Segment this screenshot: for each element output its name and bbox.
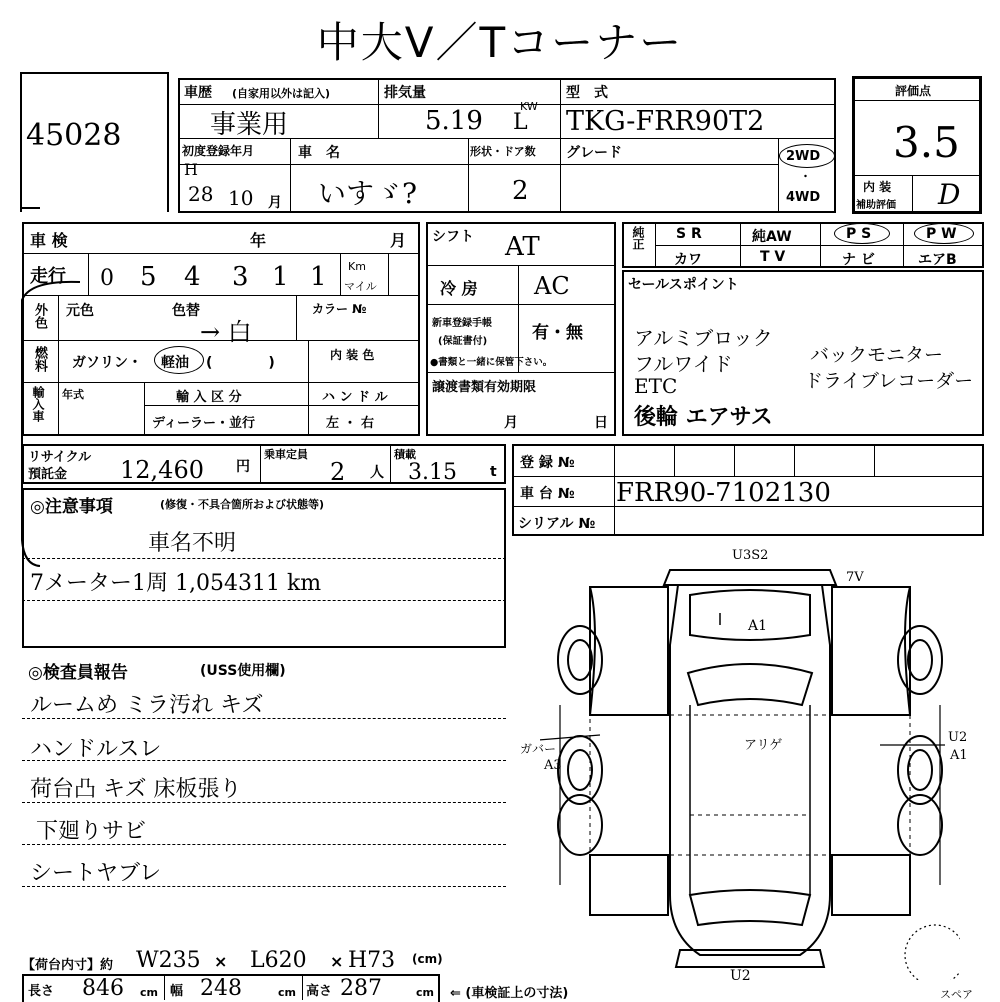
- equipment-label: 純正: [631, 226, 645, 250]
- fuel-options: ガソリン・: [72, 355, 142, 371]
- displacement-label: 排気量: [384, 85, 426, 101]
- mileage-label: 走行: [30, 266, 66, 287]
- cargo-x1: ×: [214, 952, 228, 971]
- diagram-mark-front: A1: [748, 618, 768, 634]
- history-label: 車歴: [184, 85, 212, 101]
- diagram-mark-left-2: A3: [544, 758, 562, 773]
- cargo-w: W235: [136, 948, 201, 973]
- equip-pw: P W: [926, 226, 957, 242]
- chassis-value: FRR90-7102130: [616, 478, 831, 508]
- displacement-value: 5.19: [425, 106, 483, 136]
- mileage-digit-2: 5: [140, 262, 157, 292]
- handle-label: ハ ン ド ル: [322, 390, 388, 405]
- sales-point-2: フルワイド: [634, 352, 733, 376]
- model-value: TKG-FRR90T2: [566, 106, 765, 137]
- mileage-unit-km: Km: [348, 260, 366, 273]
- load-value: 3.15: [408, 460, 457, 485]
- cargo-label: 【荷台内寸】約: [22, 958, 114, 973]
- import-category-label: 輸 入 区 分: [176, 390, 242, 405]
- recycle-label2: 預託金: [28, 467, 68, 482]
- first-reg-month: 10: [228, 186, 254, 210]
- diagram-mark-top-right: 7V: [846, 570, 864, 585]
- notes-label: ◎注意事項: [30, 497, 113, 517]
- equip-navi: ナ ビ: [842, 252, 875, 268]
- recycle-label1: リサイクル: [28, 450, 92, 465]
- rating-label: 評価点: [895, 84, 932, 98]
- equip-ps: P S: [846, 226, 872, 242]
- new-reg-value: 有・無: [532, 323, 583, 343]
- sales-points-label: セールスポイント: [628, 277, 739, 293]
- registration-label: 登 録 №: [520, 455, 575, 471]
- diagram-mark-top: U3S2: [732, 548, 769, 563]
- grade-label: グレード: [566, 145, 622, 161]
- original-color-label: 元色: [66, 303, 94, 319]
- sales-point-5: バックモニター: [810, 344, 944, 366]
- cargo-unit: (cm): [412, 952, 443, 966]
- capacity-value: 2: [330, 458, 346, 486]
- diagram-mark-left-1: ガバー: [520, 742, 557, 756]
- fuel-label: 燃料: [32, 346, 47, 372]
- sales-point-4: 後輪 エアサス: [634, 404, 773, 430]
- page-title: 中大V／Tコーナー: [316, 18, 684, 67]
- interior-rating-label1: 内 装: [863, 180, 892, 194]
- new-reg-note: ●書類と一緒に保管下さい。: [430, 357, 553, 368]
- equip-leather: カワ: [674, 252, 702, 268]
- import-category-value: ディーラー・並行: [152, 416, 255, 431]
- sales-point-1: アルミブロック: [634, 326, 773, 350]
- height-label: 高さ: [306, 984, 333, 999]
- recycle-value: 12,460: [120, 456, 204, 484]
- lot-number: 45028: [26, 118, 122, 153]
- new-reg-label1: 新車登録手帳: [432, 318, 492, 329]
- transfer-doc-day: 日: [594, 415, 608, 431]
- length-value: 846: [82, 976, 124, 1001]
- cargo-x2: ×: [330, 952, 344, 971]
- inspection-month: 月: [390, 231, 407, 250]
- repaint-label: 色替: [172, 303, 200, 319]
- diagram-mark-right-1: U2: [948, 730, 968, 745]
- mileage-digit-5: 1: [272, 262, 289, 292]
- import-label: 輸入車: [31, 386, 45, 422]
- inspector-line-1: ルームめ ミラ汚れ キズ: [30, 693, 264, 718]
- height-unit: cm: [416, 986, 434, 999]
- first-reg-year: 28: [188, 182, 214, 206]
- sales-point-6: ドライブレコーダー: [804, 370, 974, 392]
- recycle-unit: 円: [236, 459, 250, 475]
- color-value: → 白: [200, 318, 252, 346]
- notes-line-1: 車名不明: [148, 531, 237, 556]
- capacity-unit: 人: [370, 465, 384, 481]
- import-year-label: 年式: [62, 388, 84, 401]
- inspector-line-5: シートヤブレ: [30, 861, 162, 886]
- handle-value: 左 ・ 右: [326, 416, 375, 431]
- mileage-digit-4: 3: [232, 262, 249, 292]
- capacity-label: 乗車定員: [264, 448, 308, 461]
- notes-line-2: 7メーター1周 1,054311 km: [30, 571, 322, 596]
- inspector-line-3: 荷台凸 キズ 床板張り: [30, 777, 242, 802]
- notes-sub: (修復・不具合箇所および状態等): [160, 498, 325, 511]
- width-unit: cm: [278, 986, 296, 999]
- inspector-line-2: ハンドルスレ: [30, 737, 162, 762]
- diagram-mark-bottom: U2: [730, 968, 751, 984]
- history-value: 事業用: [210, 110, 289, 140]
- transfer-doc-label: 譲渡書類有効期限: [432, 380, 537, 395]
- sales-point-3: ETC: [634, 374, 678, 398]
- diagram-mark-middle: アリゲ: [744, 738, 783, 753]
- first-reg-era: H: [184, 160, 198, 179]
- aircon-value: AC: [534, 272, 570, 300]
- first-reg-label: 初度登録年月: [182, 144, 255, 158]
- interior-rating-label2: 補助評価: [856, 200, 896, 211]
- cargo-h: H73: [348, 948, 396, 973]
- load-label: 積載: [394, 448, 416, 461]
- doors-label: 形状・ドア数: [470, 145, 536, 158]
- inspector-sub: (USS使用欄): [200, 663, 286, 679]
- mileage-digit-6: 1: [310, 262, 327, 292]
- exterior-color-label: 外色: [32, 303, 47, 329]
- cargo-l: L620: [250, 948, 307, 973]
- inspector-line-4: 下廻りサビ: [36, 819, 147, 844]
- interior-rating-value: D: [938, 178, 961, 211]
- displacement-unit-l: L: [513, 110, 528, 135]
- inspection-label: 車 検: [30, 231, 68, 250]
- equip-tv: T V: [760, 249, 786, 265]
- drive-dot: ・: [800, 170, 811, 183]
- diagram-mark-right-2: A1: [950, 748, 968, 763]
- history-note: (自家用以外は記入): [232, 87, 331, 100]
- serial-label: シリアル №: [518, 516, 596, 532]
- shift-value: AT: [505, 232, 540, 262]
- fuel-selected: 軽油: [161, 355, 189, 371]
- mileage-digit-3: 4: [184, 262, 201, 292]
- spare-label: スペア: [940, 988, 973, 1001]
- width-value: 248: [200, 976, 242, 1001]
- mileage-digit-1: 0: [100, 266, 114, 291]
- inspector-label: ◎検査員報告: [28, 663, 128, 683]
- model-label: 型 式: [566, 85, 608, 101]
- rating-value: 3.5: [893, 118, 960, 167]
- inspection-year: 年: [250, 231, 267, 250]
- load-unit: t: [490, 464, 497, 480]
- interior-color-label: 内 装 色: [330, 348, 375, 362]
- equip-sr: S R: [676, 226, 702, 242]
- new-reg-label2: (保証書付): [438, 336, 488, 347]
- color-no-label: カラー №: [312, 302, 367, 316]
- transfer-doc-month: 月: [504, 415, 518, 431]
- shift-label: シフト: [432, 229, 474, 245]
- car-name-label: 車 名: [298, 145, 340, 161]
- fuel-other: ( ): [206, 355, 275, 371]
- equip-airbag: エアB: [918, 252, 957, 268]
- first-reg-month-unit: 月: [268, 195, 282, 211]
- displacement-unit-kw: KW: [520, 100, 538, 113]
- length-unit: cm: [140, 986, 158, 999]
- car-name-value: いすゞ?: [318, 177, 418, 210]
- mileage-bracket-line: [10, 270, 90, 580]
- height-value: 287: [340, 976, 382, 1001]
- chassis-label: 車 台 №: [520, 486, 575, 502]
- drive-4wd: 4WD: [786, 190, 821, 205]
- length-label: 長さ: [28, 984, 55, 999]
- mileage-unit-mile: マイル: [344, 280, 377, 293]
- drive-2wd: 2WD: [786, 149, 821, 164]
- equip-aw: 純AW: [752, 229, 792, 245]
- width-label: 幅: [170, 984, 184, 999]
- doors-value: 2: [512, 176, 529, 206]
- dimensions-note: ⇐ (車検証上の寸法): [450, 986, 569, 1001]
- aircon-label: 冷 房: [440, 279, 478, 298]
